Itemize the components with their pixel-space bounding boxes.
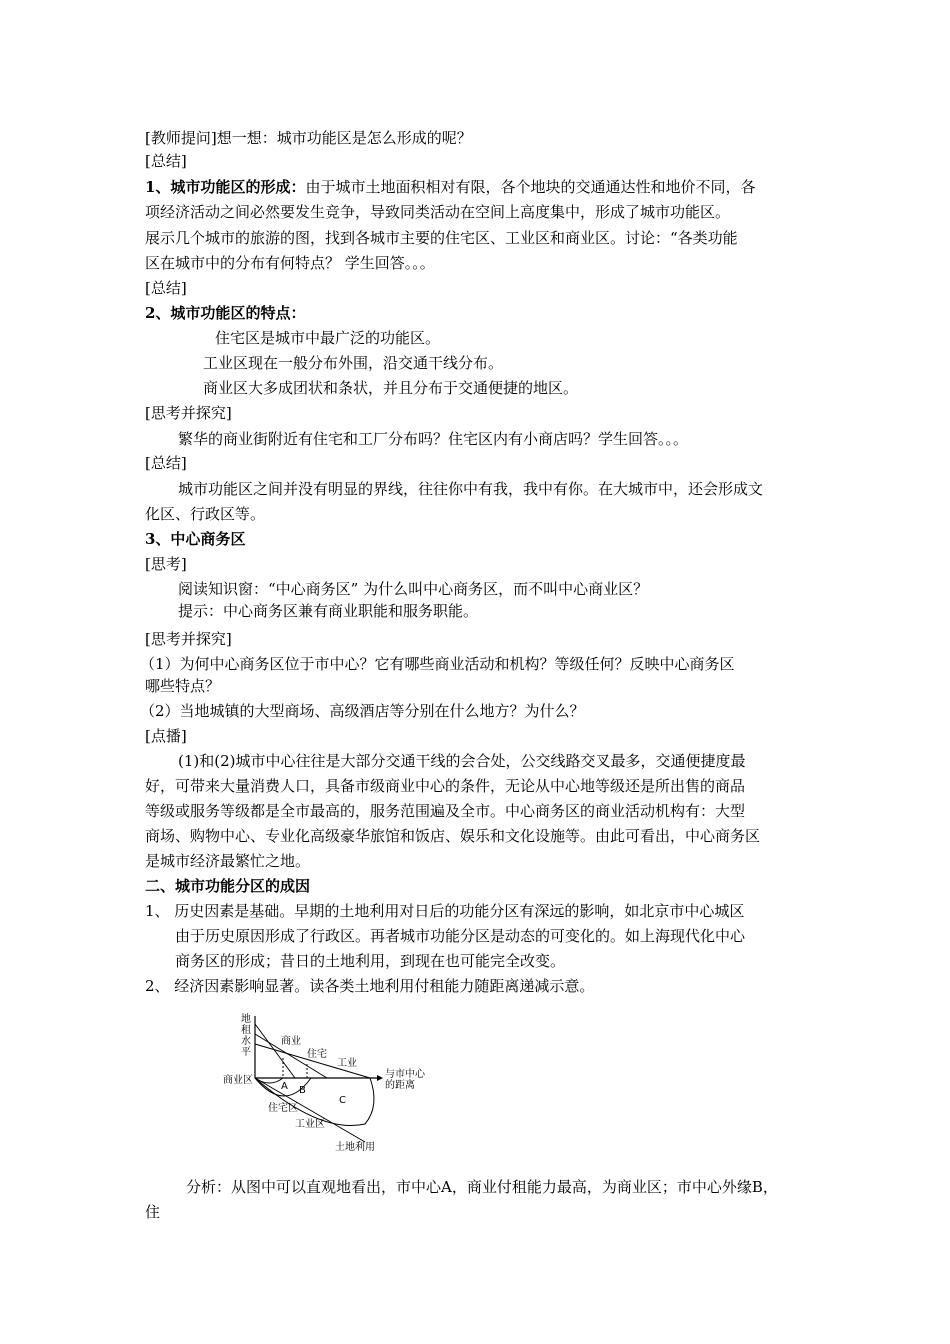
analysis-line-cont: 住 xyxy=(145,1203,161,1221)
heading-formation: 1、城市功能区的形成： xyxy=(145,178,306,196)
teacher-question: [教师提问]想一想：城市功能区是怎么形成的呢？ xyxy=(145,129,472,147)
y-label-char: 租 xyxy=(241,1025,251,1036)
think-label: [思考] xyxy=(145,555,187,573)
x-axis-label-2: 的距离 xyxy=(385,1080,415,1091)
label-land-use: 土地利用 xyxy=(335,1142,375,1153)
paragraph-line: 城市功能区之间并没有明显的界线，往往你中有我，我中有你。在大城市中，还会形成文 xyxy=(178,480,764,498)
paragraph-formation: 1、城市功能区的形成：由于城市土地面积相对有限，各个地块的交通通达性和地价不同，各 xyxy=(145,178,756,196)
guidance-label: [点播] xyxy=(145,727,187,745)
question-1-cont: 哪些特点？ xyxy=(145,677,221,695)
label-commerce-zone: 商业区 xyxy=(223,1075,253,1086)
rent-distance-diagram xyxy=(215,1006,450,1156)
heading-features: 2、城市功能区的特点： xyxy=(145,304,306,322)
summary-label: [总结] xyxy=(145,152,187,170)
y-label-char: 平 xyxy=(241,1047,251,1058)
hint-line: 提示：中心商务区兼有商业职能和服务职能。 xyxy=(178,602,479,620)
paragraph-line: 等级或服务等级都是全市最高的，服务范围遍及全市。中心商务区的商业活动机构有：大型 xyxy=(145,802,746,820)
x-axis-arrow xyxy=(377,1075,383,1081)
think-explore-label: [思考并探究] xyxy=(145,404,232,422)
commerce-curve xyxy=(255,1024,295,1078)
heading-cbd: 3、中心商务区 xyxy=(145,530,246,548)
heading-causes: 二、城市功能分区的成因 xyxy=(145,877,311,895)
cause-1-cont: 由于历史原因形成了行政区。再者城市功能分区是动态的可变化的。如上海现代化中心 xyxy=(175,927,746,945)
feature-residential: 住宅区是城市中最广泛的功能区。 xyxy=(215,329,441,347)
label-commerce-curve: 商业 xyxy=(281,1036,301,1047)
question-1: （1）为何中心商务区位于市中心？它有哪些商业活动和机构？等级任何？反映中心商务区 xyxy=(140,655,735,673)
cause-1-cont: 商务区的形成；昔日的土地利用，到现在也可能完全改变。 xyxy=(175,952,566,970)
reading-line: 阅读知识窗：“中心商务区” 为什么叫中心商务区，而不叫中心商业区？ xyxy=(178,580,649,598)
question-2: （2）当地城镇的大型商场、高级酒店等分别在什么地方？为什么？ xyxy=(140,702,585,720)
label-residential-zone: 住宅区 xyxy=(268,1103,298,1114)
paragraph-line: 化区、行政区等。 xyxy=(145,505,266,523)
think-explore-label: [思考并探究] xyxy=(145,630,232,648)
paragraph-line: 是城市经济最繁忙之地。 xyxy=(145,852,311,870)
analysis-line: 分析：从图中可以直观地看出，市中心A，商业付租能力最高，为商业区；市中心外缘B， xyxy=(186,1178,778,1196)
y-label-char: 水 xyxy=(241,1036,251,1047)
paragraph-line: 区在城市中的分布有何特点？ 学生回答。。。 xyxy=(145,254,435,272)
cause-1: 1、 历史因素是基础。早期的土地利用对日后的功能分区有深远的影响，如北京市中心城区 xyxy=(145,902,745,920)
x-axis-label-1: 与市中心 xyxy=(385,1069,425,1080)
cause-2: 2、 经济因素影响显著。读各类土地利用付租能力随距离递减示意。 xyxy=(145,977,595,995)
label-point-c: C xyxy=(339,1095,346,1106)
label-point-b: B xyxy=(299,1085,306,1096)
question-line: 繁华的商业街附近有住宅和工厂分布吗？住宅区内有小商店吗？学生回答。。。 xyxy=(178,430,689,448)
label-residential-curve: 住宅 xyxy=(307,1049,327,1060)
label-industry-zone: 工业区 xyxy=(295,1119,325,1130)
label-point-a: A xyxy=(281,1081,288,1092)
paragraph-line: 展示几个城市的旅游的图，找到各城市主要的住宅区、工业区和商业区。讨论：“各类功能 xyxy=(145,229,738,247)
summary-label: [总结] xyxy=(145,279,187,297)
paragraph-line: 商场、购物中心、专业化高级豪华旅馆和饭店、娱乐和文化设施等。由此可看出，中心商务区 xyxy=(145,827,761,845)
paragraph-line: 项经济活动之间必然要发生竞争，导致同类活动在空间上高度集中，形成了城市功能区。 xyxy=(145,203,731,221)
summary-label: [总结] xyxy=(145,454,187,472)
y-label-char: 地 xyxy=(241,1014,251,1025)
paragraph-line: 好，可带来大量消费人口，具备市级商业中心的条件，无论从中心地等级还是所出售的商品 xyxy=(145,777,746,795)
feature-industrial: 工业区现在一般分布外围，沿交通干线分布。 xyxy=(203,354,504,372)
feature-commercial: 商业区大多成团状和条状，并且分布于交通便捷的地区。 xyxy=(203,379,579,397)
label-industry-curve: 工业 xyxy=(337,1058,357,1069)
paragraph-line: (1)和(2)城市中心往往是大部分交通干线的会合处，公交线路交叉最多，交通便捷度最 xyxy=(178,752,746,770)
